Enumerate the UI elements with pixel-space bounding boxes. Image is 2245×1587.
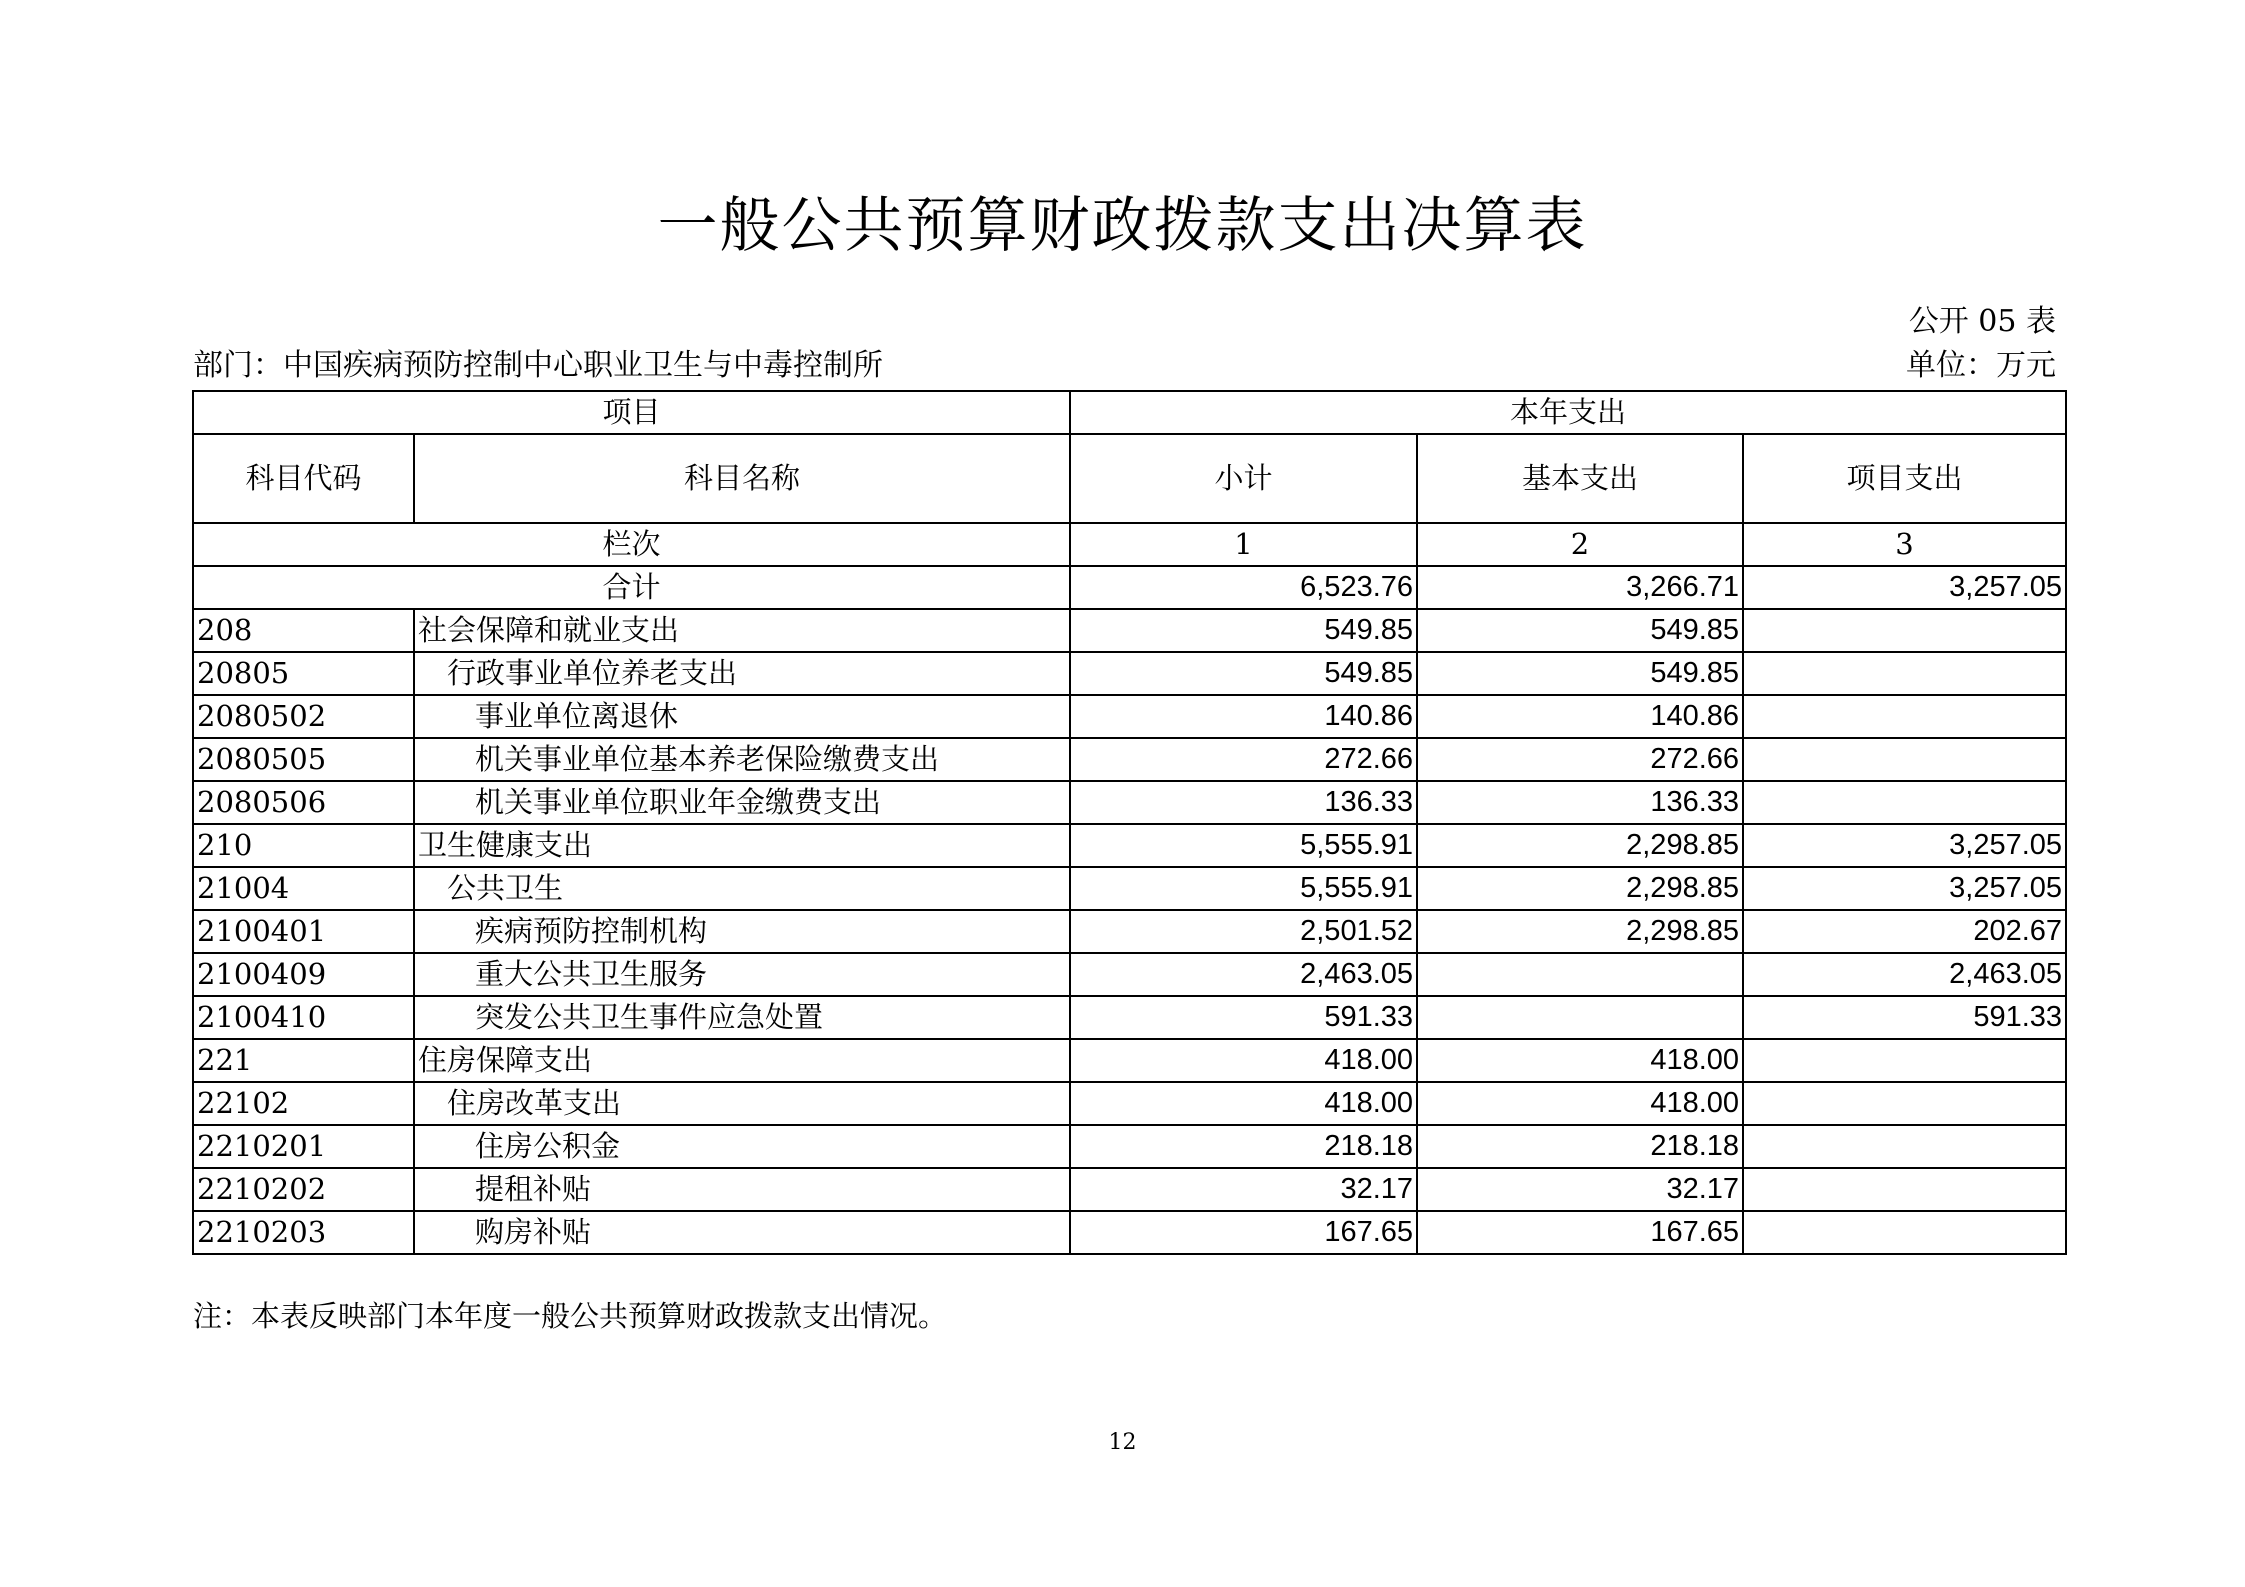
column-number-1: 1 [1070,523,1417,566]
header-code: 科目代码 [193,434,414,523]
total-basic: 3,266.71 [1417,566,1743,609]
row-name: 卫生健康支出 [414,824,1070,867]
row-subtotal: 418.00 [1070,1039,1417,1082]
row-name: 行政事业单位养老支出 [414,652,1070,695]
page-number: 12 [1108,1430,1137,1455]
row-project [1743,1168,2066,1211]
row-project [1743,652,2066,695]
total-subtotal: 6,523.76 [1070,566,1417,609]
table-row [193,910,2066,953]
row-name: 住房保障支出 [414,1039,1070,1082]
row-name: 突发公共卫生事件应急处置 [414,996,1070,1039]
header-project: 项目支出 [1743,434,2066,523]
row-basic: 2,298.85 [1417,824,1743,867]
total-label: 合计 [193,566,1070,609]
row-subtotal: 591.33 [1070,996,1417,1039]
row-name: 疾病预防控制机构 [414,910,1070,953]
row-code: 20805 [193,652,414,695]
row-basic: 32.17 [1417,1168,1743,1211]
form-number: 公开 05 表 [1908,304,2056,339]
row-basic [1417,996,1743,1039]
row-name: 重大公共卫生服务 [414,953,1070,996]
expenditure-table [192,390,2067,1255]
row-project: 591.33 [1743,996,2066,1039]
row-basic: 136.33 [1417,781,1743,824]
page-title: 一般公共预算财政拨款支出决算表 [657,191,1588,261]
row-subtotal: 5,555.91 [1070,824,1417,867]
row-name: 社会保障和就业支出 [414,609,1070,652]
column-number-row [193,523,2066,566]
table-row [193,781,2066,824]
row-project: 3,257.05 [1743,824,2066,867]
row-code: 2100410 [193,996,414,1039]
header-name: 科目名称 [414,434,1070,523]
row-subtotal: 549.85 [1070,652,1417,695]
row-name: 事业单位离退休 [414,695,1070,738]
unit-label: 单位：万元 [1906,348,2056,383]
total-project: 3,257.05 [1743,566,2066,609]
column-number-3: 3 [1743,523,2066,566]
table-row [193,996,2066,1039]
row-name: 公共卫生 [414,867,1070,910]
row-project: 202.67 [1743,910,2066,953]
table-row [193,867,2066,910]
row-subtotal: 167.65 [1070,1211,1417,1254]
header-item-group: 项目 [193,391,1070,434]
row-code: 2210203 [193,1211,414,1254]
table-row [193,1211,2066,1254]
row-basic: 167.65 [1417,1211,1743,1254]
row-subtotal: 218.18 [1070,1125,1417,1168]
row-basic: 218.18 [1417,1125,1743,1168]
row-name: 购房补贴 [414,1211,1070,1254]
header-current-year-group: 本年支出 [1070,391,2066,434]
row-subtotal: 418.00 [1070,1082,1417,1125]
row-name: 机关事业单位职业年金缴费支出 [414,781,1070,824]
table-row [193,1082,2066,1125]
row-name: 住房公积金 [414,1125,1070,1168]
row-subtotal: 136.33 [1070,781,1417,824]
department-label: 部门：中国疾病预防控制中心职业卫生与中毒控制所 [193,348,883,383]
row-project [1743,1125,2066,1168]
row-project [1743,1039,2066,1082]
row-code: 2100409 [193,953,414,996]
row-basic: 140.86 [1417,695,1743,738]
row-basic: 2,298.85 [1417,867,1743,910]
row-subtotal: 140.86 [1070,695,1417,738]
row-basic: 418.00 [1417,1082,1743,1125]
row-name: 机关事业单位基本养老保险缴费支出 [414,738,1070,781]
header-basic: 基本支出 [1417,434,1743,523]
row-code: 2210202 [193,1168,414,1211]
row-project [1743,1082,2066,1125]
row-code: 208 [193,609,414,652]
row-project: 2,463.05 [1743,953,2066,996]
table-note: 注：本表反映部门本年度一般公共预算财政拨款支出情况。 [193,1299,948,1333]
column-number-2: 2 [1417,523,1743,566]
column-number-label: 栏次 [193,523,1070,566]
table-row [193,1125,2066,1168]
row-code: 2080502 [193,695,414,738]
row-basic: 549.85 [1417,652,1743,695]
row-name: 提租补贴 [414,1168,1070,1211]
table-row [193,609,2066,652]
table-row [193,652,2066,695]
table-row [193,953,2066,996]
row-project [1743,695,2066,738]
row-code: 22102 [193,1082,414,1125]
row-code: 21004 [193,867,414,910]
row-code: 2080506 [193,781,414,824]
row-basic: 418.00 [1417,1039,1743,1082]
row-basic: 272.66 [1417,738,1743,781]
row-project [1743,781,2066,824]
row-basic [1417,953,1743,996]
row-subtotal: 5,555.91 [1070,867,1417,910]
row-code: 221 [193,1039,414,1082]
row-subtotal: 2,463.05 [1070,953,1417,996]
table-row [193,824,2066,867]
header-subtotal: 小计 [1070,434,1417,523]
row-code: 2100401 [193,910,414,953]
row-code: 210 [193,824,414,867]
total-row [193,566,2066,609]
row-project [1743,738,2066,781]
row-code: 2210201 [193,1125,414,1168]
row-basic: 2,298.85 [1417,910,1743,953]
row-subtotal: 32.17 [1070,1168,1417,1211]
row-project [1743,609,2066,652]
row-name: 住房改革支出 [414,1082,1070,1125]
row-subtotal: 549.85 [1070,609,1417,652]
row-project [1743,1211,2066,1254]
header-row-group [193,391,2066,434]
row-basic: 549.85 [1417,609,1743,652]
table-row [193,1168,2066,1211]
table-row [193,695,2066,738]
row-code: 2080505 [193,738,414,781]
table-row [193,738,2066,781]
row-project: 3,257.05 [1743,867,2066,910]
table-row [193,1039,2066,1082]
header-row-columns [193,434,2066,523]
row-subtotal: 2,501.52 [1070,910,1417,953]
row-subtotal: 272.66 [1070,738,1417,781]
